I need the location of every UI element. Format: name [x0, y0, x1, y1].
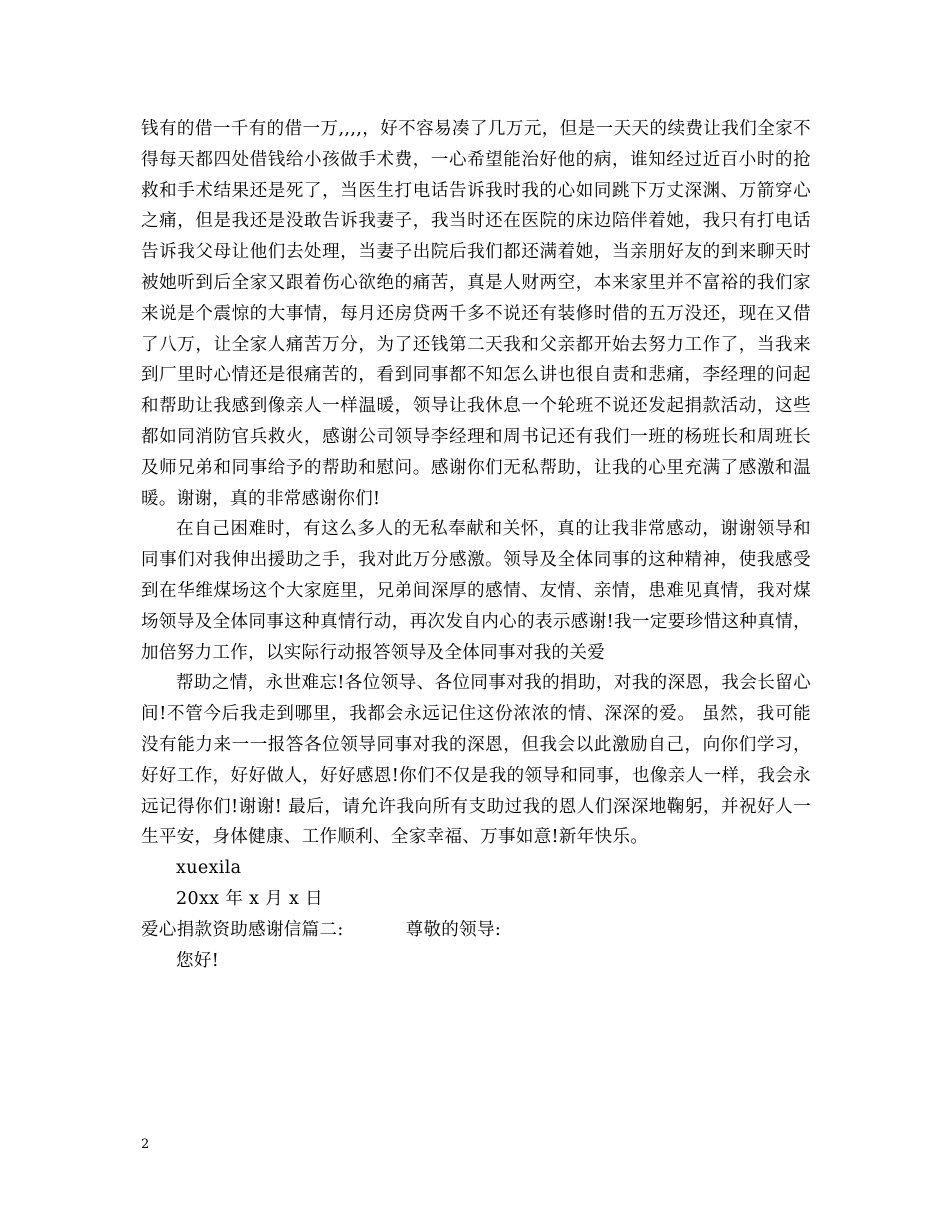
- page-number: 2: [141, 1137, 150, 1152]
- date: 20xx 年 x 月 x 日: [176, 888, 323, 909]
- letter-body: [141, 114, 811, 976]
- salutation: 尊敬的领导:: [405, 919, 502, 940]
- paragraph-1: 钱有的借一千有的借一万,,,,，好不容易凑了几万元，但是一天天的续费让我们全家不得每天都四处借钱给小孩做手术费，一心希望能治好他的病，谁知经过近百小时的抢救和手术结果还是死了，当医生打电话告诉我时我的心如同跳下万丈深渊、万箭穿心之痛，但是我还是没敢告诉我妻子，我当时还在医院的床边陪伴着她，我只有打电话告诉我父母让他们去处理，当妻子出院后我们都还满着她，当亲朋好友的到来聊天时被她听到后全家又跟着伤心欲绝的痛苦，真是人财两空，本来家里并不富裕的我们家来说是个震惊的大事情，每月还房贷两千多不说还有装修时借的五万没还，现在又借了八万，让全家人痛苦万分，为了还钱第二天我和父亲都开始去努力工作了，当我来到厂里时心情还是很痛苦的，看到同事都不知怎么讲也很自责和悲痛，李经理的问起和帮助让我感到像亲人一样温暖，领导让我休息一个轮班不说还发起捐款活动，这些都如同消防官兵救火，感谢公司领导李经理和周书记还有我们一班的杨班长和周班长及师兄弟和同事给予的帮助和慰问。感谢你们无私帮助，让我的心里充满了感激和温暖。谢谢，真的非常感谢你们!: [141, 119, 811, 509]
- paragraph-2: 在自己困难时，有这么多人的无私奉献和关怀，真的让我非常感动，谢谢领导和同事们对我伸出援助之手，我对此万分感激。领导及全体同事的这种精神，使我感受到在华维煤场这个大家庭里，兄弟间深厚的感情、友情、亲情，患难见真情，我对煤场领导及全体同事这种真情行动，再次发自内心的表示感谢!我一定要珍惜这种真情，加倍努力工作，以实际行动报答领导及全体同事对我的关爱: [141, 519, 811, 663]
- signature: xuexila: [176, 858, 242, 879]
- next-letter-title: 爱心捐款资助感谢信篇二:: [141, 919, 344, 940]
- greeting: 您好!: [176, 950, 220, 971]
- paragraph-3: 帮助之情，永世难忘!各位领导、各位同事对我的捐助，对我的深恩，我会长留心间!不管今后我走到哪里，我都会永远记住这份浓浓的情、深深的爱。 虽然，我可能没有能力来一一报答各位领导同事对我的深恩，但我会以此激励自己，向你们学习，好好工作，好好做人，好好感恩!你们不仅是我的领导和同事，也像亲人一样，我会永远记得你们!谢谢! 最后，请允许我向所有支助过我的恩人们深深地鞠躬，并祝好人一生平安，身体健康、工作顺利、全家幸福、万事如意!新年快乐。: [141, 673, 811, 848]
- section-heading-line: [141, 915, 811, 946]
